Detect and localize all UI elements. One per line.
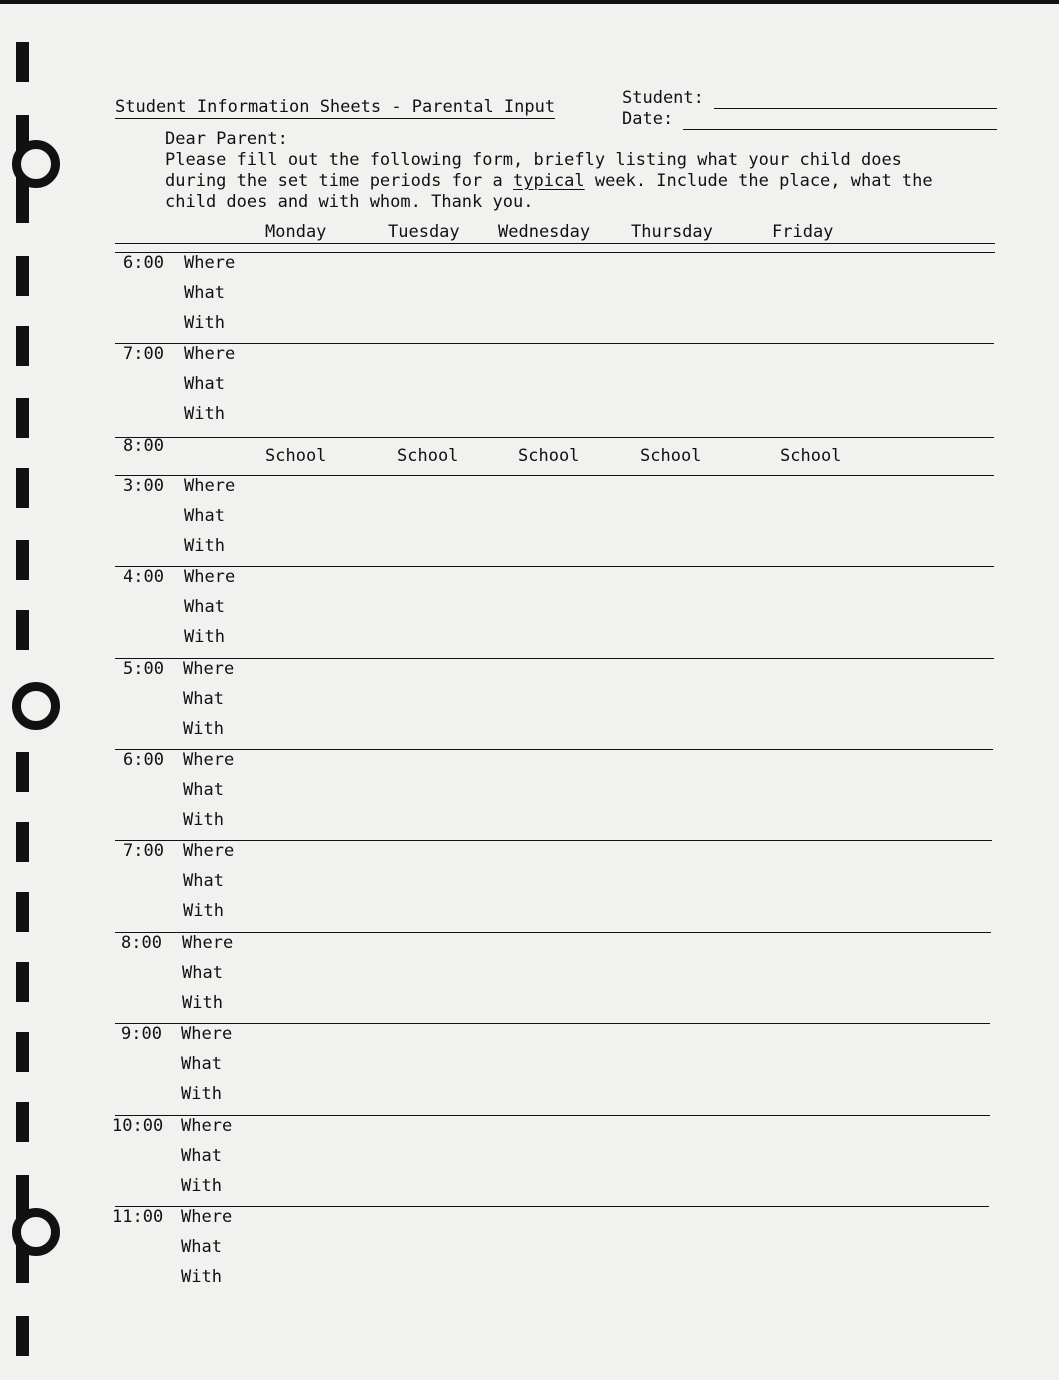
school-friday: School: [780, 446, 842, 466]
time-label: 8:00: [123, 436, 164, 456]
punch-mark: [16, 822, 29, 862]
date-label: Date:: [622, 109, 674, 129]
where-label: Where: [181, 1024, 233, 1044]
with-label: With: [183, 719, 224, 739]
time-label: 3:00: [123, 476, 164, 496]
student-label: Student:: [622, 88, 704, 108]
with-label: With: [183, 810, 224, 830]
row-divider: [115, 437, 994, 438]
punch-mark: [16, 398, 29, 438]
day-header-tuesday: Tuesday: [388, 222, 460, 242]
with-label: With: [181, 1267, 222, 1287]
instructions-text: week. Include the place, what the: [584, 171, 933, 191]
where-label: Where: [183, 750, 235, 770]
instructions-line-3: child does and with whom. Thank you.: [165, 192, 534, 212]
what-label: What: [181, 1054, 222, 1074]
time-label: 4:00: [123, 567, 164, 587]
row-divider: [115, 1206, 989, 1207]
form-title: Student Information Sheets - Parental Input: [115, 97, 556, 117]
instructions-line-1: Please fill out the following form, briefly listing what your child does: [165, 150, 902, 170]
what-label: What: [181, 1237, 222, 1257]
school-thursday: School: [640, 446, 702, 466]
with-label: With: [183, 901, 224, 921]
student-field[interactable]: [714, 108, 997, 109]
time-label: 11:00: [112, 1207, 164, 1227]
instructions-line-2: [165, 171, 933, 191]
punch-mark: [16, 1032, 29, 1072]
row-divider: [115, 343, 994, 344]
what-label: What: [183, 689, 224, 709]
what-label: What: [184, 597, 225, 617]
with-label: With: [184, 536, 225, 556]
where-label: Where: [184, 253, 236, 273]
scan-top-edge: [0, 0, 1059, 4]
row-divider: [115, 932, 991, 933]
where-label: Where: [184, 476, 236, 496]
time-label: 8:00: [121, 933, 162, 953]
where-label: Where: [184, 567, 236, 587]
punch-mark: [16, 42, 29, 82]
punch-mark: [16, 752, 29, 792]
emphasis-typical: typical: [513, 171, 585, 191]
row-divider: [115, 1115, 990, 1116]
with-label: With: [181, 1084, 222, 1104]
what-label: What: [181, 1146, 222, 1166]
day-header-wednesday: Wednesday: [498, 222, 591, 242]
punch-mark: [16, 962, 29, 1002]
where-label: Where: [183, 659, 235, 679]
binder-ring-hole: [12, 682, 60, 730]
date-field[interactable]: [683, 129, 997, 130]
with-label: With: [184, 313, 225, 333]
punch-mark: [16, 468, 29, 508]
time-label: 9:00: [121, 1024, 162, 1044]
instructions-text: during the set time periods for a: [165, 171, 513, 191]
what-label: What: [183, 871, 224, 891]
school-wednesday: School: [518, 446, 580, 466]
binder-ring-hole: [12, 1208, 60, 1256]
where-label: Where: [184, 344, 236, 364]
with-label: With: [184, 404, 225, 424]
greeting: Dear Parent:: [165, 129, 288, 149]
day-header-thursday: Thursday: [631, 222, 713, 242]
punch-mark: [16, 1316, 29, 1356]
row-divider: [115, 840, 992, 841]
where-label: Where: [181, 1116, 233, 1136]
row-divider: [115, 566, 994, 567]
what-label: What: [184, 374, 225, 394]
time-label: 5:00: [123, 659, 164, 679]
punch-mark: [16, 892, 29, 932]
time-label: 10:00: [112, 1116, 164, 1136]
day-header-friday: Friday: [772, 222, 834, 242]
with-label: With: [182, 993, 223, 1013]
day-header-monday: Monday: [265, 222, 327, 242]
where-label: Where: [182, 933, 234, 953]
time-label: 6:00: [123, 750, 164, 770]
time-label: 7:00: [123, 841, 164, 861]
school-tuesday: School: [397, 446, 459, 466]
row-divider: [115, 658, 994, 659]
row-divider: [115, 1023, 990, 1024]
where-label: Where: [183, 841, 235, 861]
where-label: Where: [181, 1207, 233, 1227]
punch-mark: [16, 326, 29, 366]
binding-holes: [0, 0, 70, 1380]
with-label: With: [184, 627, 225, 647]
row-divider: [115, 252, 995, 253]
time-label: 7:00: [123, 344, 164, 364]
row-divider: [115, 475, 994, 476]
school-monday: School: [265, 446, 327, 466]
with-label: With: [181, 1176, 222, 1196]
what-label: What: [183, 780, 224, 800]
punch-mark: [16, 610, 29, 650]
punch-mark: [16, 256, 29, 296]
what-label: What: [184, 283, 225, 303]
time-label: 6:00: [123, 253, 164, 273]
row-divider: [115, 749, 993, 750]
header-rule: [115, 243, 995, 244]
punch-mark: [16, 1102, 29, 1142]
binder-ring-hole: [12, 140, 60, 188]
what-label: What: [182, 963, 223, 983]
punch-mark: [16, 540, 29, 580]
what-label: What: [184, 506, 225, 526]
